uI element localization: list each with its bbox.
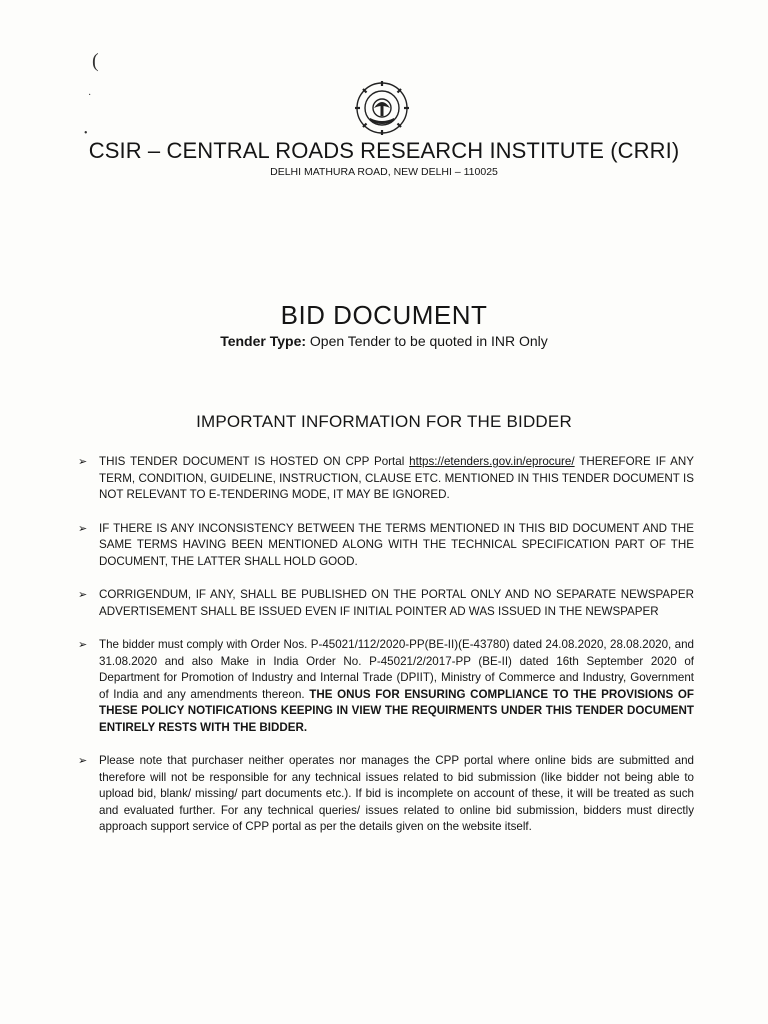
bullet-text: THEREFORE IF ANY TERM, CONDITION, GUIDELINE, INSTRUCTION, CLAUSE ETC. MENTIONED IN THIS TENDER DOCUMENT IS NOT RELEVANT TO E-TENDERING MODE, IT MAY BE IGNORED.	[99, 455, 694, 501]
arrow-bullet-icon: ➢	[78, 456, 88, 468]
bullet-text: IF THERE IS ANY INCONSISTENCY BETWEEN THE TERMS MENTIONED IN THIS BID DOCUMENT AND THE SAME TERMS HAVING BEEN MENTIONED ALONG WITH THE TECHNICAL SPECIFICATION PART OF THE DOCUMENT, THE LATTER SHALL HOLD GOOD.	[99, 521, 694, 568]
list-item	[78, 753, 694, 836]
document-title: BID DOCUMENT	[280, 300, 488, 330]
csir-emblem-icon	[352, 78, 412, 138]
list-item	[78, 521, 694, 571]
arrow-bullet-icon: ➢	[78, 755, 88, 767]
bullet-text: Please note that purchaser neither operates nor manages the CPP portal where online bids are submitted and therefore will not be responsible for any technical issues related to bid submission (like bidder not being able to upload bid, blank/ missing/ part documents etc.). If bid is incomplete on account of these, it will be treated as such and evaluated further. For any technical queries/ issues related to online bid submission, bidders must directly approach support service of CPP portal as per the details given on the website itself.	[99, 754, 694, 833]
scan-artifact-dot: ·	[88, 90, 92, 101]
arrow-bullet-icon: ➢	[78, 589, 88, 601]
bullet-text: THIS TENDER DOCUMENT IS HOSTED ON CPP Portal	[99, 455, 410, 468]
bullet-text: The bidder must comply with Order Nos. P-45021/112/2020-PP(BE-II)(E-43780) dated 24.08.2020, 28.08.2020, and 31.08.2020 and also Make in India Order No. P-45021/2/2017-PP (BE-II) dated 16th September 2020 of Department for Promotion of Industry and Internal Trade (DPIIT), Ministry of Commerce and Industry, Government of India and any amendments thereon.	[99, 638, 694, 701]
arrow-bullet-icon: ➢	[78, 639, 88, 651]
scan-artifact-dot: •	[84, 128, 88, 139]
list-item	[78, 637, 694, 736]
bullet-bold-text: THE ONUS FOR ENSURING COMPLIANCE TO THE PROVISIONS OF THESE POLICY NOTIFICATIONS KEEPING IN VIEW THE REQUIRMENTS UNDER THIS TENDER DOCUMENT ENTIRELY RESTS WITH THE BIDDER.	[99, 687, 694, 734]
section-heading: IMPORTANT INFORMATION FOR THE BIDDER	[196, 412, 572, 431]
portal-link[interactable]: https://etenders.gov.in/eprocure/	[409, 455, 575, 468]
list-item	[78, 587, 694, 620]
tender-type-label: Tender Type:	[220, 333, 307, 349]
arrow-bullet-icon: ➢	[78, 522, 88, 535]
bidder-info-list	[78, 454, 694, 853]
institute-address: DELHI MATHURA ROAD, NEW DELHI – 110025	[270, 166, 498, 178]
tender-type-value: Open Tender to be quoted in INR Only	[309, 333, 548, 349]
institute-name: CSIR – CENTRAL ROADS RESEARCH INSTITUTE (CRRI)	[88, 138, 680, 163]
bullet-text: CORRIGENDUM, IF ANY, SHALL BE PUBLISHED ON THE PORTAL ONLY AND NO SEPARATE NEWSPAPER ADVERTISEMENT SHALL BE ISSUED EVEN IF INITIAL POINTER AD WAS ISSUED IN THE NEWSPAPER	[99, 588, 694, 618]
tender-type	[0, 333, 768, 349]
scan-artifact: (	[92, 50, 99, 72]
list-item	[78, 454, 694, 504]
